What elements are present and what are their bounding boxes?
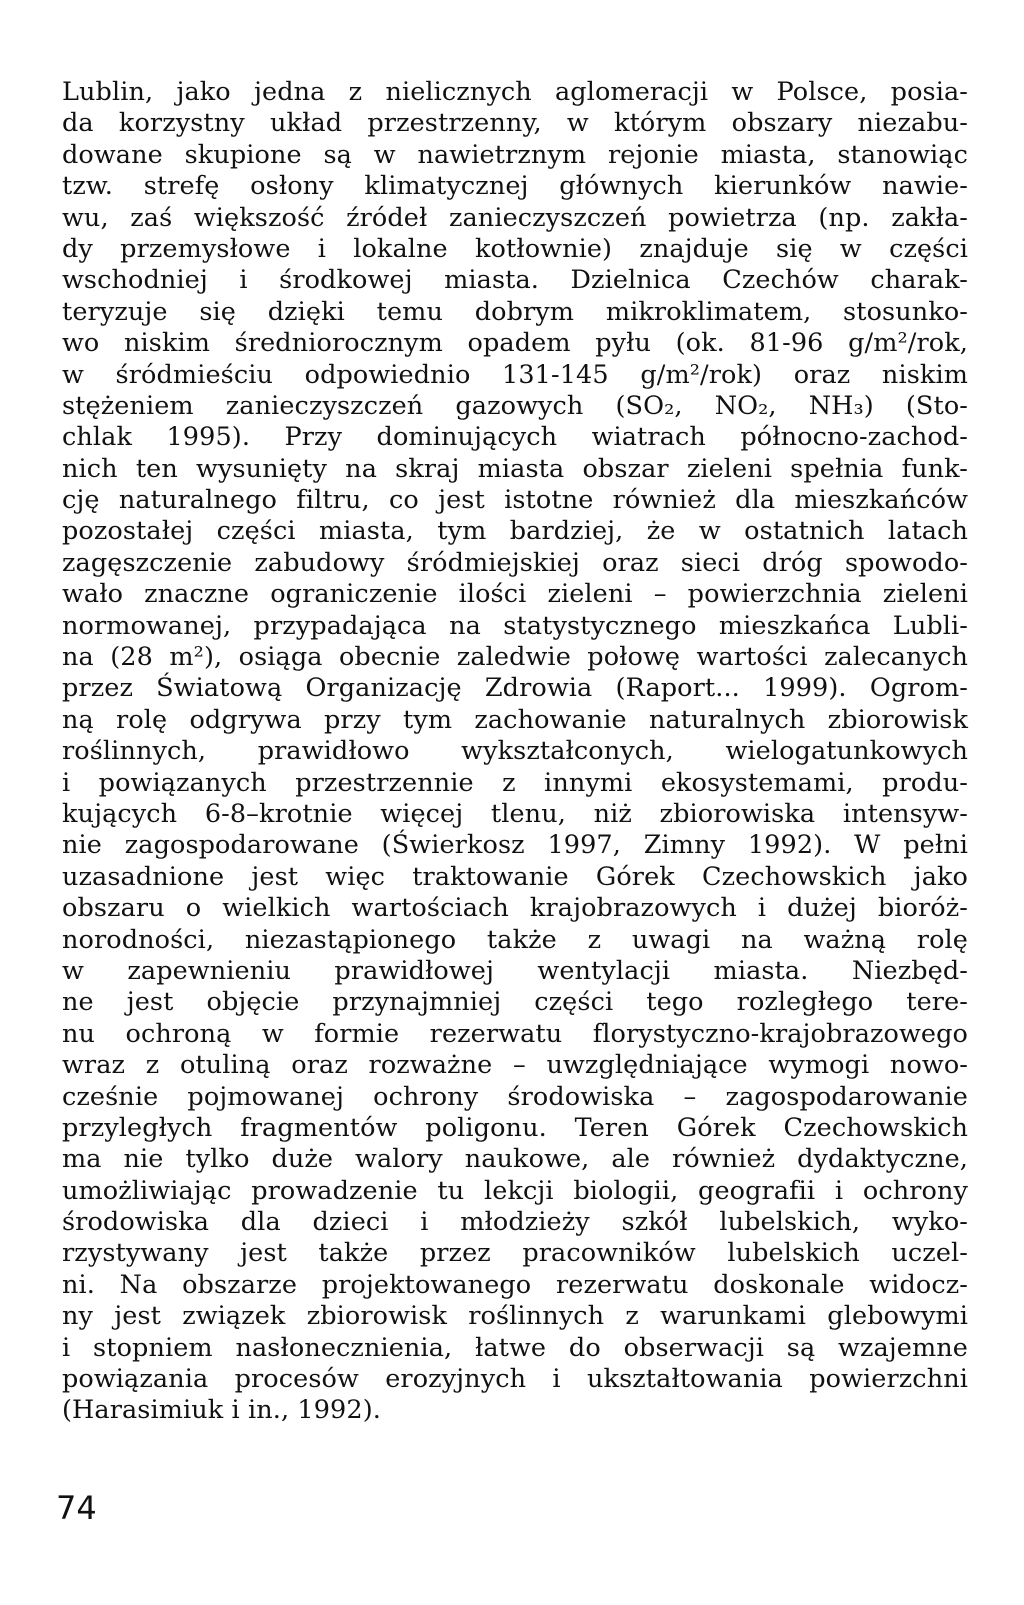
text-line: chlak 1995). Przy dominujących wiatrach północno-zachod- [62,422,968,453]
text-line: norodności, niezastąpionego także z uwagi na ważną rolę [62,924,968,955]
text-line: ne jest objęcie przynajmniej części tego rozległego tere- [62,987,968,1018]
text-line: uzasadnione jest więc traktowanie Górek Czechowskich jako [62,861,968,892]
text-line: wraz z otuliną oraz rozważne – uwzględniające wymogi nowo- [62,1050,968,1081]
text-line: wu, zaś większość źródeł zanieczyszczeń powietrza (np. zakła- [62,202,968,233]
text-line: i stopniem nasłonecznienia, łatwe do obserwacji są wzajemne [62,1332,968,1363]
page-number: 74 [56,1489,97,1527]
text-line: i powiązanych przestrzennie z innymi ekosystemami, produ- [62,767,968,798]
text-line: na (28 m²), osiąga obecnie zaledwie połowę wartości zalecanych [62,642,968,673]
text-line: rzystywany jest także przez pracowników lubelskich uczel- [62,1238,968,1269]
text-line: teryzuje się dzięki temu dobrym mikroklimatem, stosunko- [62,296,968,327]
text-line: umożliwiając prowadzenie tu lekcji biologii, geografii i ochrony [62,1175,968,1206]
text-line: ny jest związek zbiorowisk roślinnych z warunkami glebowymi [62,1301,968,1332]
text-line: nie zagospodarowane (Świerkosz 1997, Zimny 1992). W pełni [62,830,968,861]
text-line: kujących 6-8–krotnie więcej tlenu, niż zbiorowiska intensyw- [62,798,968,829]
text-line: obszaru o wielkich wartościach krajobrazowych i dużej bioróż- [62,893,968,924]
text-line: cję naturalnego filtru, co jest istotne również dla mieszkańców [62,485,968,516]
text-line: w śródmieściu odpowiednio 131-145 g/m²/rok) oraz niskim [62,359,968,390]
text-line: da korzystny układ przestrzenny, w którym obszary niezabu- [62,108,968,139]
text-line: cześnie pojmowanej ochrony środowiska – zagospodarowanie [62,1081,968,1112]
text-line: środowiska dla dzieci i młodzieży szkół lubelskich, wyko- [62,1207,968,1238]
text-line: nich ten wysunięty na skraj miasta obszar zieleni spełnia funk- [62,453,968,484]
text-line: ni. Na obszarze projektowanego rezerwatu doskonale widocz- [62,1269,968,1300]
text-line: normowanej, przypadająca na statystycznego mieszkańca Lubli- [62,610,968,641]
text-line: stężeniem zanieczyszczeń gazowych (SO₂, NO₂, NH₃) (Sto- [62,390,968,421]
text-line: dowane skupione są w nawietrznym rejonie miasta, stanowiąc [62,139,968,170]
body-paragraph [62,77,968,1427]
text-line: ma nie tylko duże walory naukowe, ale również dydaktyczne, [62,1144,968,1175]
text-line: w zapewnieniu prawidłowej wentylacji miasta. Niezbęd- [62,955,968,986]
text-line: zagęszczenie zabudowy śródmiejskiej oraz sieci dróg spowodo- [62,547,968,578]
text-line: wschodniej i środkowej miasta. Dzielnica Czechów charak- [62,265,968,296]
text-line: roślinnych, prawidłowo wykształconych, wielogatunkowych [62,736,968,767]
text-line: powiązania procesów erozyjnych i ukształtowania powierzchni [62,1364,968,1395]
text-line: wo niskim średniorocznym opadem pyłu (ok. 81-96 g/m²/rok, [62,328,968,359]
text-line: przez Światową Organizację Zdrowia (Raport... 1999). Ogrom- [62,673,968,704]
text-line: (Harasimiuk i in., 1992). [62,1395,381,1426]
text-line: pozostałej części miasta, tym bardziej, że w ostatnich latach [62,516,968,547]
text-line: przyległych fragmentów poligonu. Teren Górek Czechowskich [62,1112,968,1143]
text-line: nu ochroną w formie rezerwatu florystyczno-krajobrazowego [62,1018,968,1049]
text-line: ną rolę odgrywa przy tym zachowanie naturalnych zbiorowisk [62,704,968,735]
text-line: dy przemysłowe i lokalne kotłownie) znajduje się w części [62,233,968,264]
text-line: wało znaczne ograniczenie ilości zieleni – powierzchnia zieleni [62,579,968,610]
text-line: tzw. strefę osłony klimatycznej głównych kierunków nawie- [62,171,968,202]
text-line: Lublin, jako jedna z nielicznych aglomeracji w Polsce, posia- [62,77,968,107]
